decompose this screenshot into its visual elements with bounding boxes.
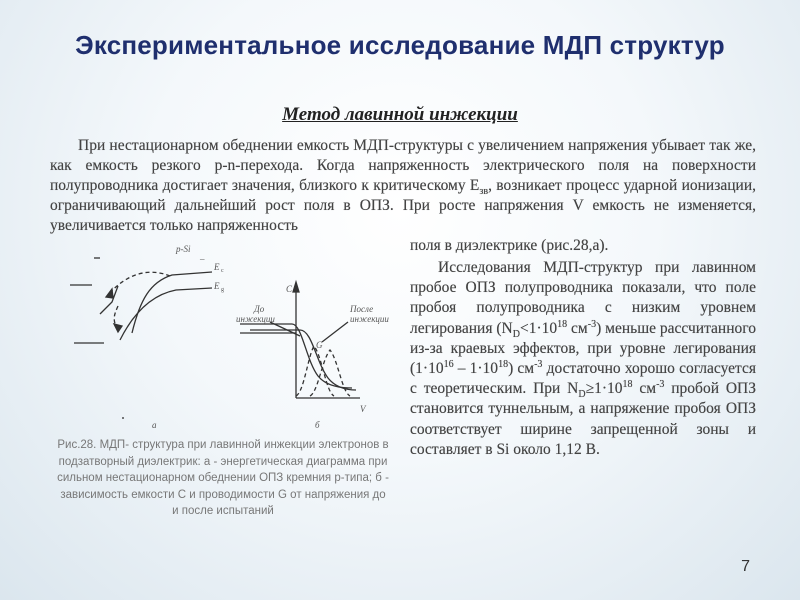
label-ec: E xyxy=(214,262,220,272)
pb-6: ) см xyxy=(508,360,535,378)
pb-7: достаточно хорошо согласуется с теоретическим. При N xyxy=(410,360,756,398)
pb-4: ) меньше рассчитанного из-за краевых эффектов, при уровне легирования (1·10 xyxy=(410,319,756,378)
pb-3: см xyxy=(567,319,588,337)
valence-band-curve xyxy=(120,288,212,340)
pb-sub2: D xyxy=(578,389,586,401)
dielectric-band-left xyxy=(100,286,118,314)
pb-1: Исследования МДП-структур при лавинном пробое ОПЗ полупроводника показали, что поле пробоя полупроводника с низким уровнем легирования (N xyxy=(410,259,756,337)
label-after: После xyxy=(350,304,374,314)
label-minus: – xyxy=(200,254,205,264)
figure-a-band-diagram xyxy=(70,258,212,418)
label-before: До xyxy=(254,304,265,314)
conduction-band-curve xyxy=(132,272,212,333)
label-letter-b: б xyxy=(315,420,320,430)
label-c-axis: C xyxy=(286,284,293,294)
label-eg-sub: g xyxy=(221,287,224,293)
arrowhead-a1 xyxy=(106,289,113,298)
paragraph-intro-cont: , возникает процесс ударной ионизации, ограничивающий дальнейший рост поля в ОПЗ. При росте напряжения V емкость не изменяется, увеличивается только напряженность xyxy=(50,177,756,234)
pb-sub1: D xyxy=(512,328,520,340)
pb-sup4: 18 xyxy=(498,358,509,370)
electron-injection-arrow xyxy=(108,272,170,295)
pb-9: см xyxy=(632,380,657,398)
label-after-2: инжекции xyxy=(350,314,389,324)
label-ec-sub: c xyxy=(221,268,224,274)
pb-10: пробой ОПЗ становится туннельным, а напряжение пробоя ОПЗ соответствует ширине запрещенной зоны и составляет в Si около 1,12 В. xyxy=(410,380,756,458)
c-axis-arrowhead xyxy=(293,282,299,292)
paragraph-intro-text: При нестационарном обеднении емкость МДП-структуры с увеличением напряжения убывает так же, как емкость резкого p-n-перехода. Когда напряженность электрического поля на поверхности полупроводника достигает значения, близкого к критическому Е xyxy=(50,137,756,194)
section-heading: Метод лавинной инжекции xyxy=(282,104,518,125)
figure-a-labels xyxy=(152,244,224,430)
pb-2: <1·10 xyxy=(519,319,558,337)
paragraph-intro-tail: поля в диэлектрике (рис.28,а). xyxy=(410,237,609,254)
label-g: G xyxy=(316,340,323,350)
slide-number: 7 xyxy=(741,558,750,575)
label-letter-a: а xyxy=(152,420,157,430)
pb-sup2: -3 xyxy=(587,318,597,330)
figure-caption: Рис.28. МДП- структура при лавинной инжекции электронов в подзатворный диэлектрик: а - энергетическая диаграмма при сильном нестационарном обеднении ОПЗ кремния p-типа; б - зависимость емкости С и проводимости G от напряжения до и после испытаний xyxy=(57,439,389,517)
label-before-2: инжекции xyxy=(236,314,275,324)
pb-8: ≥1·10 xyxy=(585,380,623,398)
pb-5: – 1·10 xyxy=(453,360,499,378)
arrowhead-a2 xyxy=(114,324,122,332)
figure-b-cv-plot xyxy=(240,282,360,398)
ezv-subscript: зв xyxy=(479,186,489,198)
label-v-axis: V xyxy=(360,404,366,414)
pb-sup7: -3 xyxy=(656,379,665,391)
pb-sup5: -3 xyxy=(534,358,543,370)
slide-title: Экспериментальное исследование МДП структур xyxy=(75,30,725,60)
leader-after xyxy=(322,322,348,342)
label-eg: E xyxy=(214,281,220,291)
figure-b-labels xyxy=(236,284,389,430)
pb-sup1: 18 xyxy=(557,318,568,330)
pb-sup3: 16 xyxy=(443,358,454,370)
label-psi: p-Si xyxy=(176,244,191,254)
pb-sup6: 18 xyxy=(622,379,633,391)
